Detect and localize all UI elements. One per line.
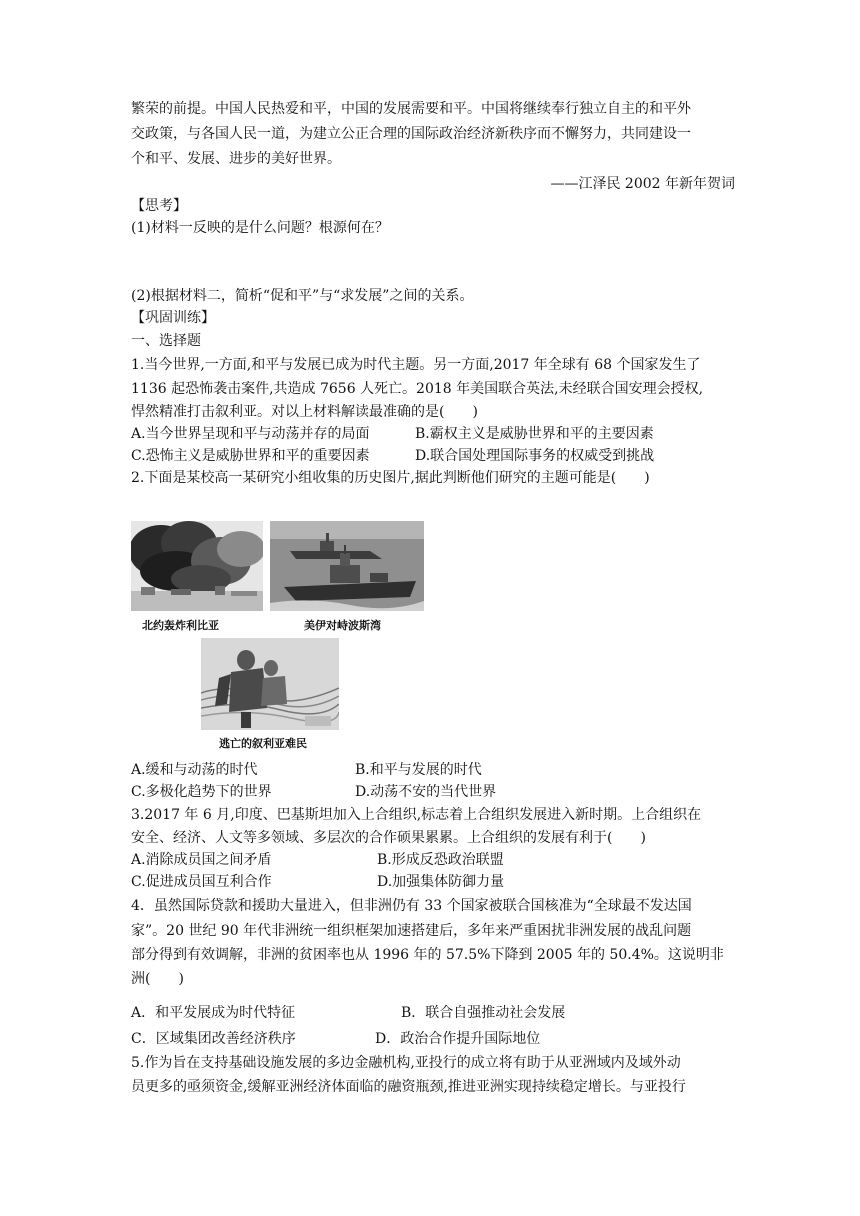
q1-stem-line: 悍然精准打击叙利亚。对以上材料解读最准确的是( ) bbox=[131, 404, 478, 420]
libya-bombing-photo bbox=[131, 521, 263, 611]
q1-option-b: B.霸权主义是威胁世界和平的主要因素 bbox=[415, 426, 654, 442]
consolidate-heading: 【巩固训练】 bbox=[131, 310, 215, 326]
q3-stem-line: 3.2017 年 6 月,印度、巴基斯坦加入上合组织,标志着上合组织发展进入新时期。上合组织在 bbox=[131, 807, 702, 823]
q1-stem-line: 1.当今世界,一方面,和平与发展已成为时代主题。另一方面,2017 年全球有 68 个国家发生了 bbox=[131, 357, 701, 373]
q2-option-c: C.多极化趋势下的世界 bbox=[131, 784, 272, 800]
paragraph-line: 交政策，与各国人民一道，为建立公正合理的国际政治经济新秩序而不懈努力，共同建设一 bbox=[131, 126, 691, 142]
q3-option-c: C.促进成员国互利合作 bbox=[131, 874, 272, 890]
q5-stem-line: 员更多的亟须资金,缓解亚洲经济体面临的融资瓶颈,推进亚洲实现持续稳定增长。与亚投行 bbox=[131, 1079, 686, 1095]
q3-stem-line: 安全、经济、人文等多领域、多层次的合作硕果累累。上合组织的发展有利于( ) bbox=[131, 830, 646, 846]
q3-option-a: A.消除成员国之间矛盾 bbox=[131, 852, 272, 868]
q4-option-a: A．和平发展成为时代特征 bbox=[131, 1005, 296, 1021]
q1-stem-line: 1136 起恐怖袭击案件,共造成 7656 人死亡。2018 年美国联合英法,未经联合国安理会授权, bbox=[131, 381, 704, 397]
q5-stem-line: 5.作为旨在支持基础设施发展的多边金融机构,亚投行的成立将有助于从亚洲域内及域外动 bbox=[131, 1055, 681, 1071]
q4-option-d: D．政治合作提升国际地位 bbox=[375, 1031, 541, 1047]
paragraph-line: 个和平、发展、进步的美好世界。 bbox=[131, 151, 341, 167]
q1-option-d: D.联合国处理国际事务的权威受到挑战 bbox=[415, 448, 655, 464]
q3-option-b: B.形成反恐政治联盟 bbox=[377, 852, 504, 868]
q1-option-c: C.恐怖主义是威胁世界和平的重要因素 bbox=[131, 448, 370, 464]
q4-option-c: C．区域集团改善经济秩序 bbox=[131, 1031, 296, 1047]
refugees-fence-image bbox=[201, 638, 339, 730]
q4-stem-line: 家”。20 世纪 90 年代非洲统一组织框架加速搭建后，多年来严重困扰非洲发展的战乱问题 bbox=[131, 923, 692, 939]
source-attribution: ——江泽民 2002 年新年贺词 bbox=[550, 176, 735, 192]
q2-option-a: A.缓和与动荡的时代 bbox=[131, 762, 258, 778]
caption-libya: 北约轰炸利比亚 bbox=[142, 619, 219, 632]
caption-syrian-refugees: 逃亡的叙利亚难民 bbox=[219, 737, 307, 750]
section-heading: 一、选择题 bbox=[131, 333, 201, 349]
think-question-2: (2)根据材料二，简析“促和平”与“求发展”之间的关系。 bbox=[131, 288, 474, 304]
caption-persian-gulf: 美伊对峙波斯湾 bbox=[304, 619, 381, 632]
q4-stem-line: 4．虽然国际贷款和援助大量进入，但非洲仍有 33 个国家被联合国核准为“全球最不发达国 bbox=[131, 898, 692, 914]
q2-stem: 2.下面是某校高一某研究小组收集的历史图片,据此判断他们研究的主题可能是( ) bbox=[131, 470, 650, 486]
q3-option-d: D.加强集体防御力量 bbox=[377, 874, 505, 890]
persian-gulf-photo bbox=[270, 521, 424, 611]
syrian-refugees-photo bbox=[201, 638, 339, 730]
warships-image bbox=[270, 521, 424, 611]
q2-option-d: D.动荡不安的当代世界 bbox=[355, 784, 497, 800]
q1-option-a: A.当今世界呈现和平与动荡并存的局面 bbox=[131, 426, 370, 442]
smoke-explosion-image bbox=[131, 521, 263, 611]
q4-stem-line: 部分得到有效调解，非洲的贫困率也从 1996 年的 57.5%下降到 2005 年的 50.4%。这说明非 bbox=[131, 947, 724, 963]
q4-option-b: B．联合自强推动社会发展 bbox=[401, 1005, 566, 1021]
paragraph-line: 繁荣的前提。中国人民热爱和平，中国的发展需要和平。中国将继续奉行独立自主的和平外 bbox=[131, 101, 691, 117]
q2-option-b: B.和平与发展的时代 bbox=[355, 762, 482, 778]
think-question-1: (1)材料一反映的是什么问题？根源何在？ bbox=[131, 220, 389, 236]
think-heading: 【思考】 bbox=[131, 198, 187, 214]
q4-stem-line: 洲( ) bbox=[131, 971, 184, 987]
